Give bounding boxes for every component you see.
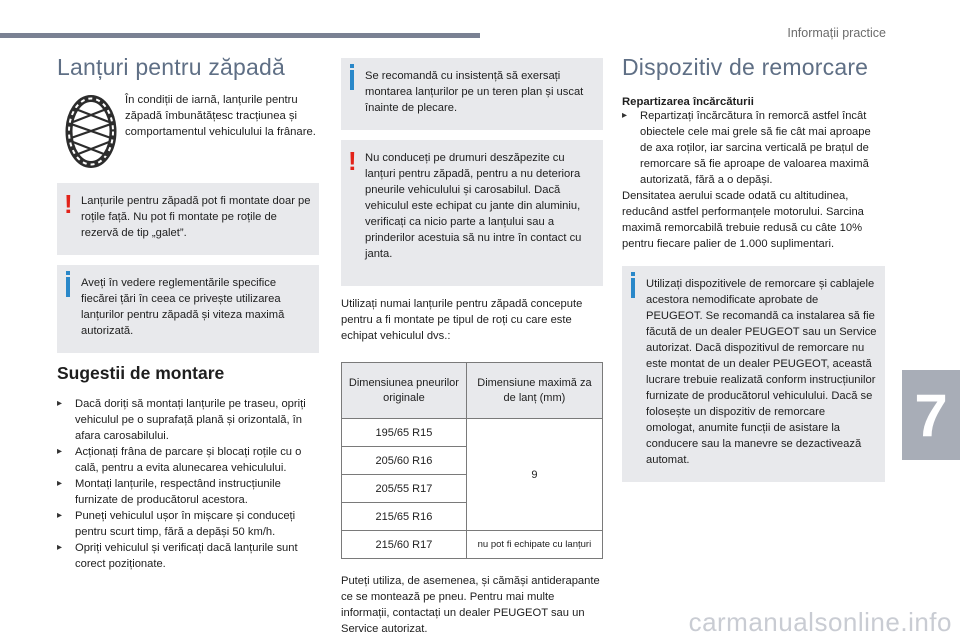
mounting-steps <box>57 396 319 572</box>
density-text: Densitatea aerului scade odată cu altitudinea, reducând astfel performanțele motorului. Sarcina maximă remorcabilă trebuie redusă cu câte 10% pentru fiecare palier de 1.000 suplimentari. <box>622 190 864 251</box>
load-steps <box>622 108 885 188</box>
tire-size: 215/65 R16 <box>342 503 467 531</box>
snow-chain-icon <box>61 94 121 169</box>
chapter-tab <box>902 370 960 460</box>
warning-text: Lanțurile pentru zăpadă pot fi montate doar pe roțile față. Nu pot fi montate pe roțile de rezervă de tip „galet”. <box>81 195 311 240</box>
tire-size: 215/60 R17 <box>342 531 467 559</box>
table-row <box>342 419 603 447</box>
info-text: Utilizați dispozitivele de remorcare și cablajele acestora nemodificate aprobate de PEUGEOT. Se recomandă ca instalarea să fie făcută de un dealer PEUGEOT sau un Service autorizat. Dacă dispozitivul de remorcare nu este montat de un dealer PEUGEOT, această lucrare trebuie realizată conform instrucțiunilor furnizate de producătorul vehiculului. Dacă se folosește un dispozitiv de remorcare omologat, anumite funcții de asistare la conducere sau la manevre se dezactivează automat. <box>646 278 877 467</box>
table-header: Dimensiunea pneurilor originale <box>342 363 467 419</box>
chevron-right-icon: ▸ <box>57 510 63 522</box>
info-text: Aveți în vedere reglementările specifice fiecărei țări în ceea ce privește utilizarea lanțurilor pentru zăpadă și viteza maximă autorizată. <box>81 277 285 338</box>
snow-chains-intro <box>57 92 319 169</box>
chapter-number: 7 <box>914 381 948 449</box>
watermark: carmanualsonline.info <box>688 607 952 637</box>
chevron-right-icon: ▸ <box>622 110 628 122</box>
table-header-row <box>342 363 603 419</box>
not-compatible-note: nu pot fi echipate cu lanțuri <box>466 531 602 559</box>
towing-title: Dispozitiv de remorcare <box>622 54 869 80</box>
list-item: ▸ Acționați frâna de parcare și blocați roțile cu o cală, pentru a evita alunecarea vehiculului. <box>57 446 302 475</box>
tire-size: 205/55 R17 <box>342 475 467 503</box>
intro-text: În condiții de iarnă, lanțurile pentru zăpadă îmbunătățesc tracțiunea și comportamentul vehiculului la frânare. <box>125 94 316 139</box>
tire-size: 205/60 R16 <box>342 447 467 475</box>
max-link-size: 9 <box>466 419 602 531</box>
column-snow-chains <box>57 55 319 572</box>
list-item: ▸ Opriți vehiculul și verificați dacă lanțurile sunt corect poziționate. <box>57 542 298 571</box>
mounting-tips-title: Sugestii de montare <box>57 363 225 384</box>
info-text: Se recomandă cu insistență să exersați montarea lanțurilor pe un teren plan și uscat înainte de plecare. <box>365 70 584 114</box>
closing-text: Puteți utiliza, de asemenea, și cămăși antiderapante ce se montează pe pneu. Pentru mai multe informații, contactați un dealer PEUGEOT sau un Service autorizat. <box>341 575 600 635</box>
warning-box-roads <box>341 140 603 286</box>
info-icon <box>350 70 354 90</box>
exclamation-icon: ! <box>348 146 357 176</box>
info-box-regulations <box>57 265 319 353</box>
load-distribution-title: Repartizarea încărcăturii <box>622 96 754 109</box>
list-item: ▸ Repartizați încărcătura în remorcă astfel încât obiectele cele mai grele să fie cât mai aproape de axa roților, iar sarcina verticală pe brațul de remorcare să fie aproape de valoarea maximă autorizată, fără a o depăși. <box>622 110 871 187</box>
tire-size: 195/65 R15 <box>342 419 467 447</box>
warning-box-front-wheels <box>57 183 319 255</box>
section-title: Informații practice <box>787 26 886 40</box>
table-row <box>342 531 603 559</box>
info-icon <box>631 278 635 298</box>
info-icon <box>66 277 70 297</box>
chain-dimensions-table <box>341 362 603 559</box>
usage-text: Utilizați numai lanțurile pentru zăpadă concepute pentru a fi montate pe tipul de roți cu care este echipat vehiculul dvs.: <box>341 298 583 342</box>
column-towing <box>622 55 885 492</box>
warning-text: Nu conduceți pe drumuri deszăpezite cu lanțuri pentru zăpadă, pentru a nu deteriora pneurile vehiculului și carosabilul. Dacă vehiculul este echipat cu jante din aluminiu, verificați ca nicio parte a lanțului sau a prinderilor acestuia să nu intre în contact cu janta. <box>365 152 582 260</box>
list-item: ▸ Dacă doriți să montați lanțurile pe traseu, opriți vehiculul pe o suprafață plană și orizontală, în afara carosabilului. <box>57 398 306 443</box>
chevron-right-icon: ▸ <box>57 542 63 554</box>
chevron-right-icon: ▸ <box>57 446 63 458</box>
header-rule <box>0 33 480 38</box>
snow-chains-title: Lanțuri pentru zăpadă <box>57 54 285 80</box>
column-chain-details <box>341 58 603 637</box>
chevron-right-icon: ▸ <box>57 478 63 490</box>
info-box-practice <box>341 58 603 130</box>
list-item: ▸ Montați lanțurile, respectând instrucțiunile furnizate de producătorul acestora. <box>57 478 281 507</box>
info-box-towing-devices <box>622 266 885 482</box>
chevron-right-icon: ▸ <box>57 398 63 410</box>
list-item: ▸ Puneți vehiculul ușor în mișcare și conduceți pentru scurt timp, fără a depăși 50 km/h. <box>57 510 296 539</box>
table-header: Dimensiune maximă za de lanț (mm) <box>466 363 602 419</box>
exclamation-icon: ! <box>64 189 73 220</box>
